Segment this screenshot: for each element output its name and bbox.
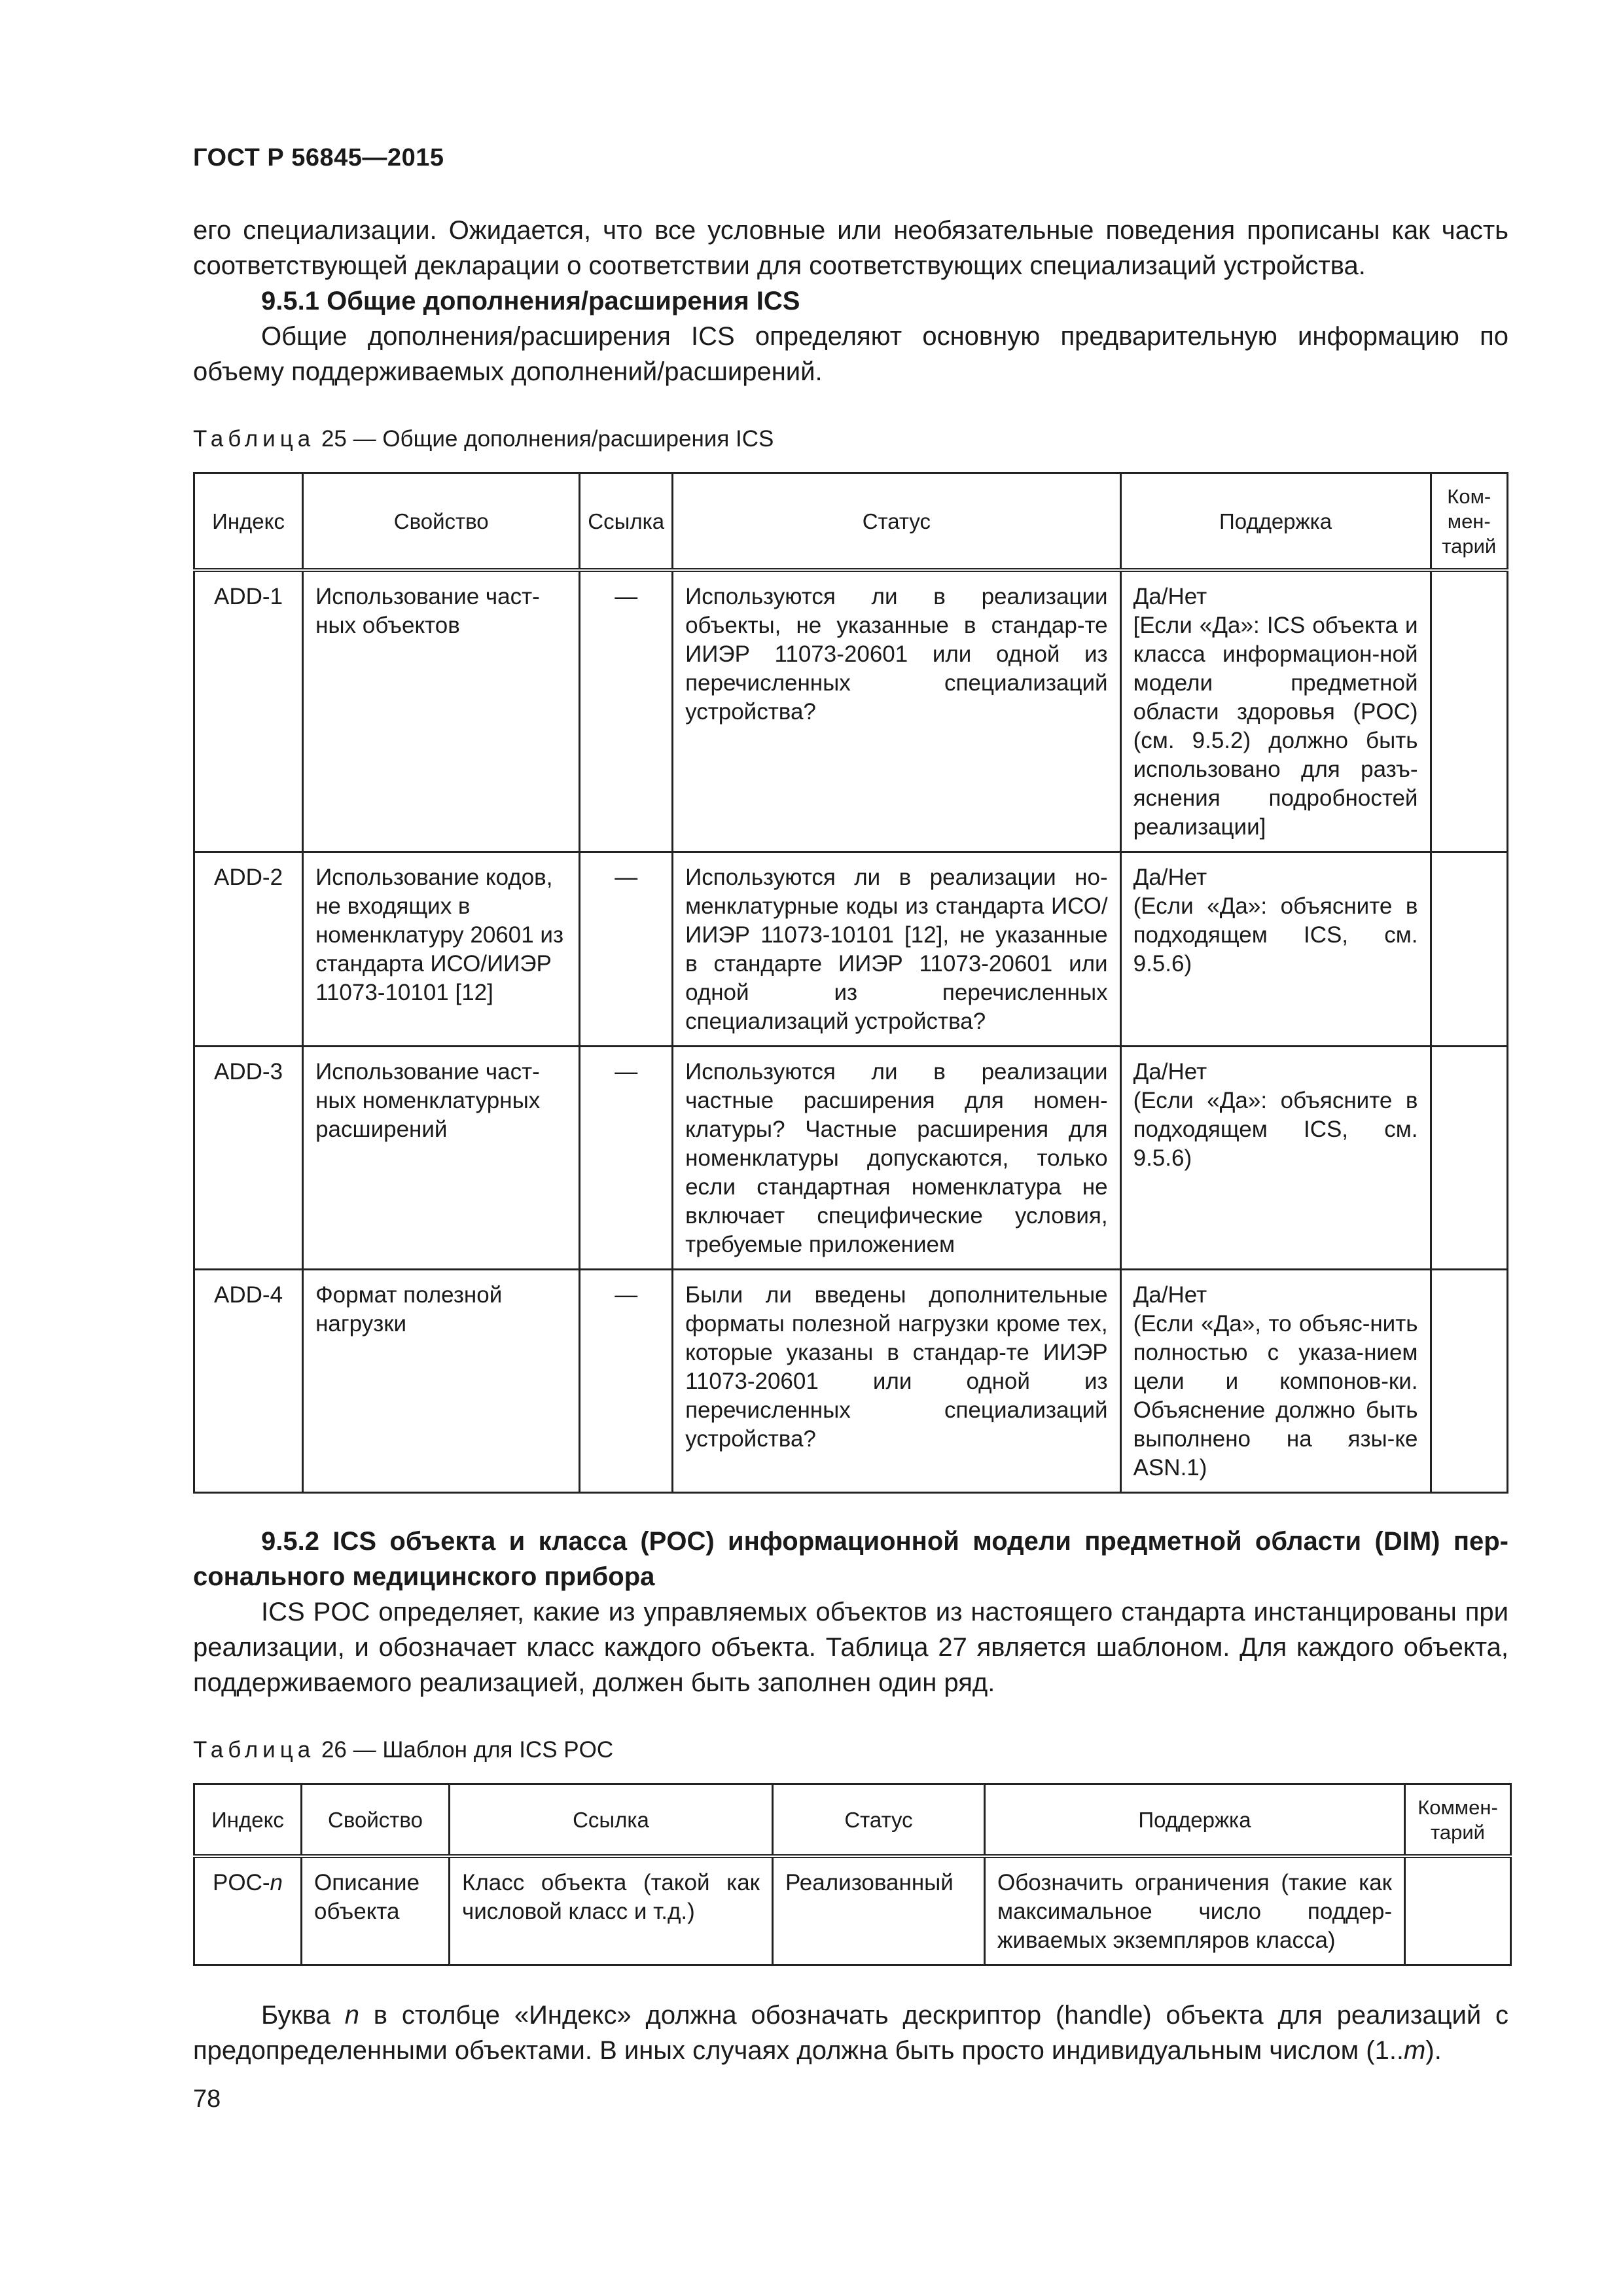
support-answer: Да/Нет xyxy=(1133,584,1207,609)
cell-reference: — xyxy=(580,1047,673,1270)
section-9-5-2-text: ICS POC определяет, какие из управляемых объектов из настоящего стандарта инстанцированы при реализации, и обозначает класс каждого объекта. Таблица 27 является шаблоном. Для каждого объекта, поддерживаемого реализацией, должен быть заполнен один ряд. xyxy=(193,1598,1508,1697)
cell-support xyxy=(1120,1270,1431,1493)
table-row xyxy=(194,852,1508,1047)
document-header: ГОСТ Р 56845—2015 xyxy=(193,144,444,171)
header-reference: Ссылка xyxy=(450,1784,773,1857)
closing-text-1: Буква xyxy=(261,2001,345,2030)
header-status: Статус xyxy=(773,1784,985,1857)
support-note: [Если «Да»: ICS объекта и класса информацион-ной модели предметной области здоровья (POC) (см. 9.5.2) должно быть использовано для разъ-яснения подробностей реализации] xyxy=(1133,613,1418,840)
cell-status: Используются ли в реализации но-менклатурные коды из стандарта ИСО/ИИЭР 11073-10101 [12], не указанные в стандарте ИИЭР 11073-20601 или одной из перечисленных специализаций устройства? xyxy=(673,852,1121,1047)
header-support: Поддержка xyxy=(1120,473,1431,571)
header-index: Индекс xyxy=(194,473,303,571)
section-9-5-1-text: Общие дополнения/расширения ICS определяют основную предварительную информацию по объему поддерживаемых дополнений/расширений. xyxy=(193,322,1508,386)
support-answer: Да/Нет xyxy=(1133,1282,1207,1308)
section-9-5-1-heading: 9.5.1 Общие дополнения/расширения ICS xyxy=(261,287,800,315)
cell-index: ADD-1 xyxy=(194,570,303,852)
cell-index: ADD-4 xyxy=(194,1270,303,1493)
header-comment: Ком-мен-тарий xyxy=(1431,473,1508,571)
table-row xyxy=(194,570,1508,852)
cell-property: Использование кодов, не входящих в номенклатуру 20601 из стандарта ИСО/ИИЭР 11073-10101 [12] xyxy=(303,852,580,1047)
cell-index: ADD-3 xyxy=(194,1047,303,1270)
closing-text-2: в столбце «Индекс» должна обозначать дескриптор (handle) объекта для реализаций с предопределенными объектами. В иных случаях должна быть просто индивидуальным числом (1.. xyxy=(193,2001,1509,2065)
caption-word: Таблица xyxy=(193,426,315,452)
cell-status: Используются ли в реализации частные расширения для номен-клатуры? Частные расширения для номенклатуры допускаются, только если стандартная номенклатура не включает специфические условия, требуемые приложением xyxy=(673,1047,1121,1270)
cell-reference: — xyxy=(580,1270,673,1493)
caption-word: Таблица xyxy=(193,1737,315,1763)
table-25-caption xyxy=(193,426,1508,452)
section-9-5-2-heading: 9.5.2 ICS объекта и класса (POC) информационной модели предметной области (DIM) пер-сонального медицинского прибора xyxy=(193,1527,1508,1591)
closing-paragraph xyxy=(193,1998,1508,2068)
cell-reference: — xyxy=(580,852,673,1047)
page-number: 78 xyxy=(193,2085,221,2113)
index-variable: n xyxy=(270,1870,283,1895)
cell-comment xyxy=(1431,852,1508,1047)
closing-var-m: m xyxy=(1404,2036,1426,2065)
header-reference: Ссылка xyxy=(580,473,673,571)
cell-reference: Класс объекта (такой как числовой класс и т.д.) xyxy=(450,1856,773,1965)
cell-index xyxy=(194,1856,302,1965)
support-note: (Если «Да»: объясните в подходящем ICS, см. 9.5.6) xyxy=(1133,893,1418,977)
table-header-row xyxy=(194,473,1508,571)
index-prefix: POC- xyxy=(213,1870,270,1895)
cell-index: ADD-2 xyxy=(194,852,303,1047)
cell-comment xyxy=(1431,1047,1508,1270)
cell-support xyxy=(1120,1047,1431,1270)
support-answer: Да/Нет xyxy=(1133,865,1207,890)
table-26 xyxy=(193,1783,1512,1966)
header-property: Свойство xyxy=(303,473,580,571)
cell-support xyxy=(1120,570,1431,852)
closing-text-3: ). xyxy=(1425,2036,1442,2065)
header-comment: Коммен-тарий xyxy=(1405,1784,1511,1857)
table-row xyxy=(194,1856,1511,1965)
cell-property: Формат полезной нагрузки xyxy=(303,1270,580,1493)
closing-var-n: n xyxy=(344,2001,359,2030)
table-25 xyxy=(193,472,1508,1494)
header-status: Статус xyxy=(673,473,1121,571)
support-note: (Если «Да»: объясните в подходящем ICS, см. 9.5.6) xyxy=(1133,1088,1418,1171)
cell-comment xyxy=(1405,1856,1511,1965)
cell-property: Описание объекта xyxy=(302,1856,450,1965)
cell-status: Были ли введены дополнительные форматы полезной нагрузки кроме тех, которые указаны в стандар-те ИИЭР 11073-20601 или одной из перечисленных специализаций устройства? xyxy=(673,1270,1121,1493)
cell-property: Использование част-ных номенклатурных расширений xyxy=(303,1047,580,1270)
cell-status: Используются ли в реализации объекты, не указанные в стандар-те ИИЭР 11073-20601 или одной из перечисленных специализаций устройства? xyxy=(673,570,1121,852)
intro-paragraph: его специализации. Ожидается, что все условные или необязательные поведения прописаны как часть соответствующей декларации о соответствии для соответствующих специализаций устройства. xyxy=(193,216,1508,280)
cell-support: Обозначить ограничения (такие как максимальное число поддер-живаемых экземпляров класса) xyxy=(985,1856,1405,1965)
support-answer: Да/Нет xyxy=(1133,1059,1207,1085)
table-header-row xyxy=(194,1784,1511,1857)
caption-text: 26 — Шаблон для ICS POC xyxy=(315,1737,614,1763)
cell-comment xyxy=(1431,1270,1508,1493)
table-26-caption xyxy=(193,1737,1508,1763)
cell-property: Использование част-ных объектов xyxy=(303,570,580,852)
cell-status: Реализованный xyxy=(773,1856,985,1965)
support-note: (Если «Да», то объяс-нить полностью с указа-нием цели и компонов-ки. Объяснение должно быть выполнено на язы-ке ASN.1) xyxy=(1133,1311,1418,1480)
header-property: Свойство xyxy=(302,1784,450,1857)
header-support: Поддержка xyxy=(985,1784,1405,1857)
header-index: Индекс xyxy=(194,1784,302,1857)
document-page xyxy=(193,144,1508,2113)
cell-comment xyxy=(1431,570,1508,852)
table-row xyxy=(194,1270,1508,1493)
cell-support xyxy=(1120,852,1431,1047)
table-row xyxy=(194,1047,1508,1270)
cell-reference: — xyxy=(580,570,673,852)
caption-text: 25 — Общие дополнения/расширения ICS xyxy=(315,426,774,452)
